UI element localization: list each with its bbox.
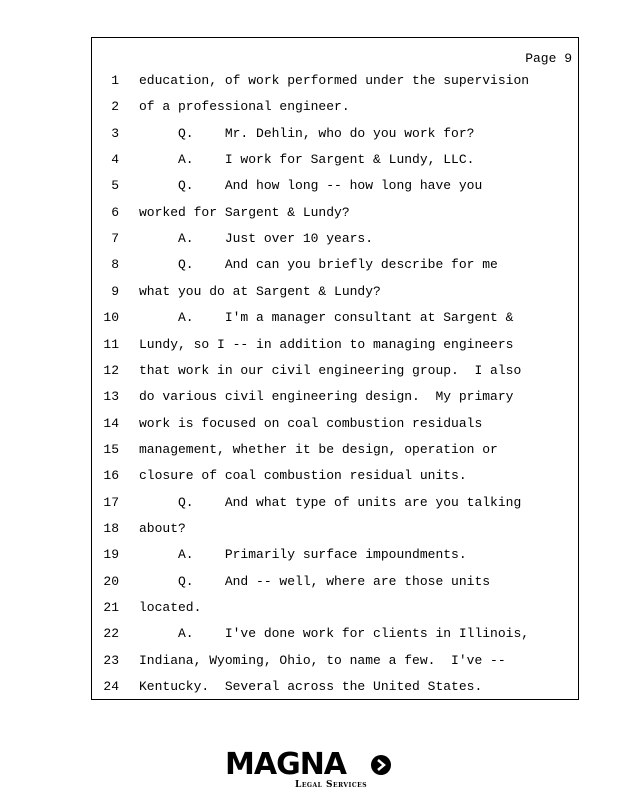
transcript-line [92,493,578,513]
line-text: Indiana, Wyoming, Ohio, to name a few. I've -- [139,652,506,668]
line-text: Q. Mr. Dehlin, who do you work for? [139,125,475,141]
line-text: worked for Sargent & Lundy? [139,204,350,220]
transcript-line [92,624,578,644]
line-text: work is focused on coal combustion residuals [139,415,483,431]
line-number: 13 [103,389,119,405]
transcript-line [92,387,578,407]
line-text: closure of coal combustion residual units. [139,468,467,484]
transcript-line [92,335,578,355]
line-text: management, whether it be design, operation or [139,441,498,457]
logo-tagline: Legal Services [295,780,368,790]
line-number: 24 [103,679,119,695]
line-text: what you do at Sargent & Lundy? [139,283,381,299]
line-text: located. [139,600,202,615]
transcript-line [92,677,578,697]
line-number: 8 [111,257,119,273]
line-text: Q. And -- well, where are those units [139,573,491,589]
transcript-line [92,71,578,91]
line-number: 12 [103,362,119,378]
line-number: 6 [111,204,119,220]
transcript-line [92,361,578,381]
line-number: 15 [103,441,119,457]
transcript-line [92,440,578,460]
transcript-line [92,203,578,223]
transcript-line [92,308,578,328]
line-text: A. Just over 10 years. [139,231,374,247]
line-number: 1 [111,73,119,88]
transcript-line [92,229,578,249]
line-number: 16 [103,468,119,484]
magna-logo [225,748,405,792]
transcript-line [92,651,578,671]
line-number: 17 [103,494,119,510]
transcript-line [92,150,578,170]
line-text: about? [139,520,186,536]
line-text: Lundy, so I -- in addition to managing engineers [139,336,514,352]
arrow-right-circle-icon [370,754,392,776]
line-number: 14 [103,415,119,431]
transcript-line [92,572,578,592]
transcript-line [92,124,578,144]
line-text: A. I've done work for clients in Illinois, [139,626,530,642]
transcript-line [92,466,578,486]
page-number: Page 9 [525,51,572,66]
line-number: 5 [111,178,119,194]
line-text: education, of work performed under the supervision [139,73,530,88]
line-number: 21 [103,600,119,615]
transcript-page [91,37,579,700]
transcript-line [92,519,578,539]
transcript-line [92,598,578,618]
line-number: 4 [111,152,119,168]
line-number: 22 [103,626,119,642]
transcript-line [92,545,578,565]
transcript-line [92,176,578,196]
line-text: that work in our civil engineering group. I also [139,362,522,378]
line-number: 10 [103,310,119,326]
line-number: 7 [111,231,119,247]
transcript-line [92,414,578,434]
line-text: A. I'm a manager consultant at Sargent & [139,310,514,326]
line-number: 3 [111,125,119,141]
line-text: Q. And how long -- how long have you [139,178,483,194]
line-number: 9 [111,283,119,299]
line-text: A. Primarily surface impoundments. [139,547,467,563]
line-text: do various civil engineering design. My primary [139,389,514,405]
logo-wordmark: MAGNA [225,747,347,782]
transcript-line [92,97,578,117]
line-text: Q. And can you briefly describe for me [139,257,498,273]
line-number: 19 [103,547,119,563]
line-number: 11 [103,336,119,352]
line-number: 2 [111,99,119,115]
transcript-line [92,282,578,302]
transcript-line [92,255,578,275]
line-text: Q. And what type of units are you talking [139,494,522,510]
line-text: of a professional engineer. [139,99,350,115]
line-number: 23 [103,652,119,668]
line-number: 20 [103,573,119,589]
line-number: 18 [103,520,119,536]
line-text: A. I work for Sargent & Lundy, LLC. [139,152,475,168]
line-text: Kentucky. Several across the United States. [139,679,483,695]
